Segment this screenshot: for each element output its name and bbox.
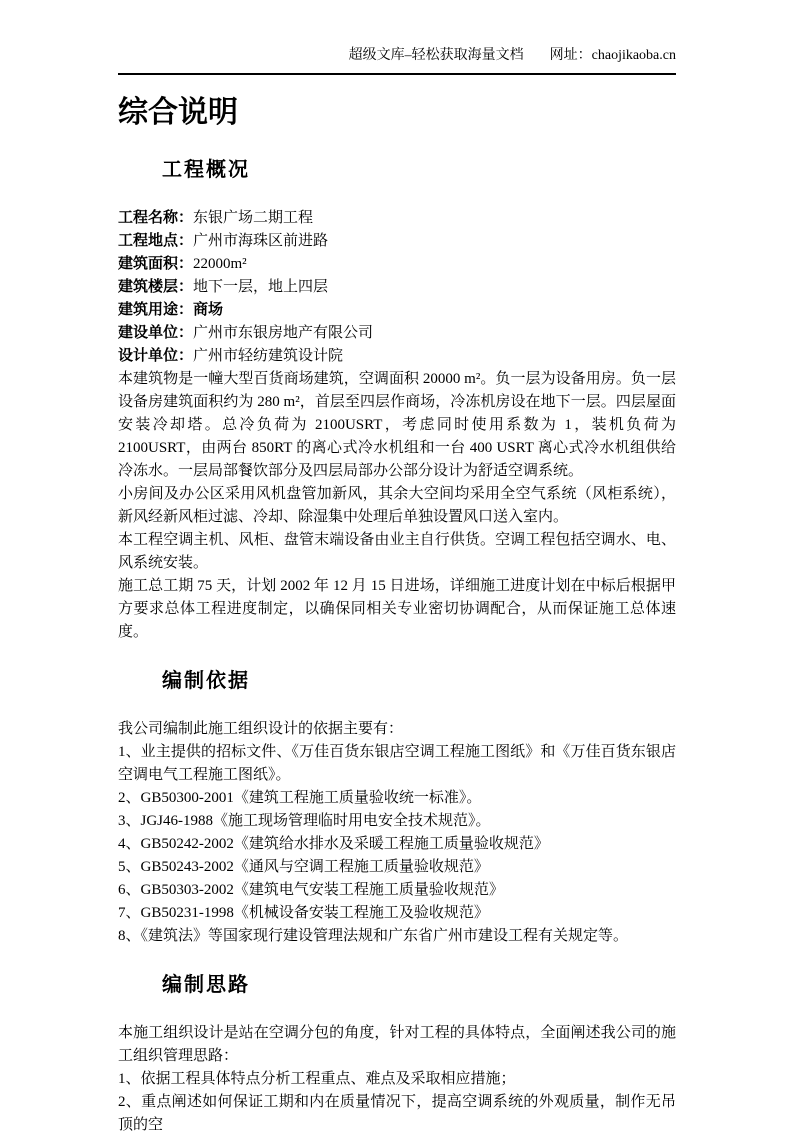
field-row-building-use	[118, 299, 676, 322]
basis-intro: 我公司编制此施工组织设计的依据主要有：	[118, 721, 404, 737]
section-heading-compilation-approach: 编制思路	[162, 974, 250, 996]
section-heading-project-overview: 工程概况	[162, 159, 250, 181]
field-row-project-name	[118, 207, 676, 230]
field-label: 工程名称：	[118, 210, 194, 226]
field-value: 广州市东银房地产有限公司	[193, 325, 374, 341]
overview-paragraph: 本工程空调主机、风柜、盘管末端设备由业主自行供货。空调工程包括空调水、电、风系统安装。	[118, 532, 676, 571]
basis-item: 6、GB50303-2002《建筑电气安装工程施工质量验收规范》	[118, 882, 504, 898]
field-row-construction-unit	[118, 322, 676, 345]
field-label: 工程地点：	[118, 233, 194, 249]
field-value: 广州市海珠区前进路	[193, 233, 329, 249]
field-label: 建筑面积：	[118, 256, 194, 272]
approach-item: 1、依据工程具体特点分析工程重点、难点及采取相应措施；	[118, 1071, 516, 1087]
header-site-text: 超级文库–轻松获取海量文档	[348, 48, 524, 63]
approach-intro: 本施工组织设计是站在空调分包的角度，针对工程的具体特点，全面阐述我公司的施工组织管理思路：	[118, 1025, 676, 1064]
field-value: 地下一层，地上四层	[193, 279, 329, 295]
basis-item: 7、GB50231-1998《机械设备安装工程施工及验收规范》	[118, 905, 489, 921]
header-url-label: 网址：	[549, 48, 592, 63]
page-header	[118, 46, 676, 75]
field-row-project-location	[118, 230, 676, 253]
basis-item: 5、GB50243-2002《通风与空调工程施工质量验收规范》	[118, 859, 489, 875]
field-value: 商场	[193, 302, 224, 318]
field-value: 东银广场二期工程	[193, 210, 314, 226]
basis-item: 4、GB50242-2002《建筑给水排水及采暖工程施工质量验收规范》	[118, 836, 549, 852]
basis-item: 2、GB50300-2001《建筑工程施工质量验收统一标准》。	[118, 790, 482, 806]
field-value: 广州市轻纺建筑设计院	[193, 348, 344, 364]
field-label: 设计单位：	[118, 348, 194, 364]
field-label: 建筑楼层：	[118, 279, 194, 295]
field-label: 建筑用途：	[118, 302, 194, 318]
document-title: 综合说明	[118, 96, 238, 129]
field-label: 建设单位：	[118, 325, 194, 341]
section-heading-compilation-basis: 编制依据	[162, 670, 250, 692]
field-value: 22000m²	[193, 256, 247, 272]
compilation-approach-body	[118, 1022, 676, 1137]
approach-item: 2、重点阐述如何保证工期和内在质量情况下，提高空调系统的外观质量，制作无吊顶的空	[118, 1094, 676, 1133]
overview-paragraph: 小房间及办公区采用风机盘管加新风，其余大空间均采用全空气系统（风柜系统），新风经新风柜过滤、冷却、除湿集中处理后单独设置风口送入室内。	[118, 486, 676, 525]
field-row-building-floors	[118, 276, 676, 299]
compilation-basis-body	[118, 718, 676, 948]
overview-paragraph: 施工总工期 75 天，计划 2002 年 12 月 15 日进场，详细施工进度计划在中标后根据甲方要求总体工程进度制定，以确保同相关专业密切协调配合，从而保证施工总体速度。	[118, 578, 676, 640]
overview-paragraph: 本建筑物是一幢大型百货商场建筑，空调面积 20000 m²。负一层为设备用房。负一层设备房建筑面积约为 280 m²，首层至四层作商场，冷冻机房设在地下一层。四层屋面安装冷却塔。总冷负荷为 2100USRT，考虑同时使用系数为 1，装机负荷为 2100USRT，由两台 850RT 的离心式冷水机组和一台 400 USRT 离心式冷水机组供给冷冻水。一层局部餐饮部分及四层局部办公部分设计为舒适空调系统。	[118, 371, 676, 479]
basis-item: 1、业主提供的招标文件、《万佳百货东银店空调工程施工图纸》和《万佳百货东银店空调电气工程施工图纸》。	[118, 744, 676, 783]
basis-item: 3、JGJ46-1988《施工现场管理临时用电安全技术规范》。	[118, 813, 491, 829]
project-overview-body	[118, 207, 676, 644]
header-url: chaojikaoba.cn	[591, 48, 676, 63]
field-row-design-unit	[118, 345, 676, 368]
field-row-building-area	[118, 253, 676, 276]
basis-item: 8、《建筑法》等国家现行建设管理法规和广东省广州市建设工程有关规定等。	[118, 928, 629, 944]
